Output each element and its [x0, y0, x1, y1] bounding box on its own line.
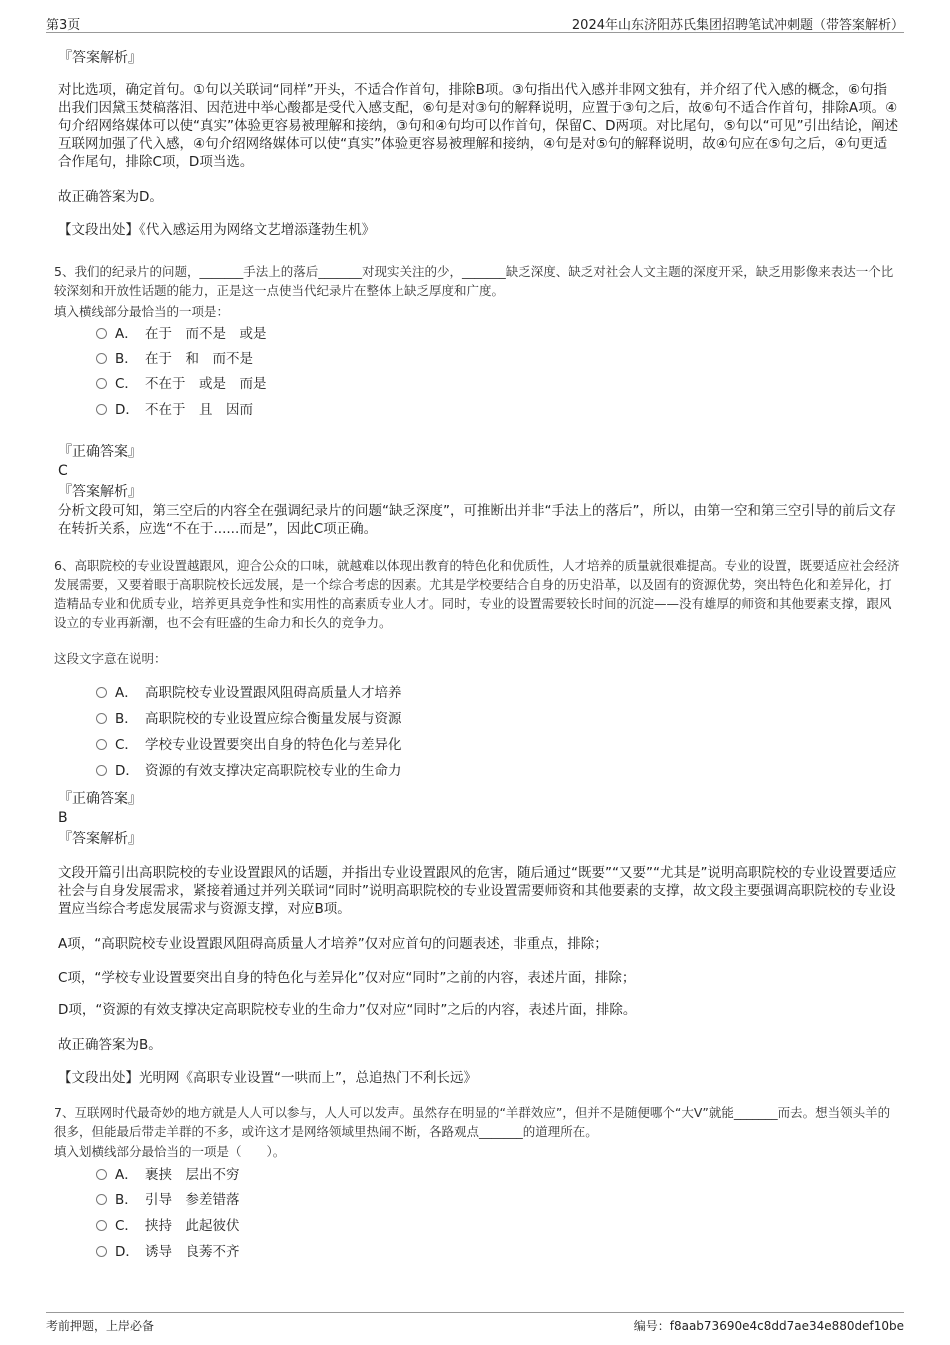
- question-5-option-d[interactable]: D． 不在于 且 因而: [96, 401, 253, 419]
- question-7-option-c[interactable]: C． 挟持 此起彼伏: [96, 1217, 240, 1235]
- question-7-option-d[interactable]: D． 诱导 良莠不齐: [96, 1243, 240, 1261]
- question-7-option-a[interactable]: A． 裹挟 层出不穷: [96, 1166, 240, 1184]
- question-6-option-d[interactable]: D． 资源的有效支撑决定高职院校专业的生命力: [96, 762, 402, 780]
- document-id: 编号：f8aab73690e4c8dd7ae34e880def10be: [633, 1319, 904, 1333]
- analysis-text: 文段开篇引出高职院校的专业设置跟风的话题，并指出专业设置跟风的危害，随后通过“既要”“又要”“尤其是”说明高职院校的专业设置要适应社会与自身发展需求，紧接着通过并列关联词“同时”说明高职院校的专业设置需要师资和其他要素的支撑，故文段主要强调高职院校的专业设置应当综合考虑发展需求与资源支撑，对应B项。: [58, 865, 897, 917]
- answer-label: 『正确答案』: [58, 444, 142, 460]
- conclusion: 故正确答案为B。: [58, 1037, 162, 1053]
- page-header: [46, 14, 904, 33]
- radio-icon[interactable]: [96, 378, 107, 389]
- analysis-label: 『答案解析』: [58, 50, 142, 66]
- radio-icon[interactable]: [96, 353, 107, 364]
- question-6-stem: 6、高职院校的专业设置越跟风，迎合公众的口味，就越难以体现出教育的特色化和优质性，人才培养的质量就很难提高。专业的设置，既要适应社会经济发展需要，又要着眼于高职院校长远发展，是一个综合考虑的因素。尤其是学校要结合自身的历史沿革，以及固有的资源优势，突出特色化和差异化，打造精品专业和优质专业，培养更具竞争性和实用性的高素质专业人才。同时，专业的设置需要较长时间的沉淀——没有雄厚的师资和其他要素支撑，跟风设立的专业再新潮，也不会有旺盛的生命力和长久的竞争力。: [54, 558, 900, 630]
- radio-icon[interactable]: [96, 328, 107, 339]
- option-d-note: D项，“资源的有效支撑决定高职院校专业的生命力”仅对应“同时”之后的内容，表述片面，排除。: [58, 1002, 637, 1018]
- question-5-option-b[interactable]: B． 在于 和 而不是: [96, 350, 253, 368]
- question-6-option-b[interactable]: B． 高职院校的专业设置应综合衡量发展与资源: [96, 710, 402, 728]
- conclusion: 故正确答案为D。: [58, 189, 163, 205]
- radio-icon[interactable]: [96, 713, 107, 724]
- question-5-option-a[interactable]: A． 在于 而不是 或是: [96, 325, 267, 343]
- question-5-instruction: 填入横线部分最恰当的一项是：: [54, 304, 230, 319]
- question-6-instruction: 这段文字意在说明：: [54, 651, 167, 666]
- source-citation: 【文段出处】《代入感运用为网络文艺增添蓬勃生机》: [58, 222, 376, 238]
- radio-icon[interactable]: [96, 1220, 107, 1231]
- radio-icon[interactable]: [96, 1169, 107, 1180]
- page-number: 第3页: [46, 18, 81, 33]
- option-c-note: C项，“学校专业设置要突出自身的特色化与差异化”仅对应“同时”之前的内容，表述片面，排除；: [58, 970, 636, 986]
- correct-answer: C: [58, 463, 68, 479]
- source-citation: 【文段出处】光明网《高职专业设置“一哄而上”，总追热门不利长远》: [58, 1070, 477, 1086]
- footer-slogan: 考前押题，上岸必备: [46, 1319, 155, 1333]
- correct-answer: B: [58, 810, 68, 826]
- document-title: 2024年山东济阳苏氏集团招聘笔试冲刺题（带答案解析）: [571, 18, 904, 33]
- radio-icon[interactable]: [96, 1194, 107, 1205]
- analysis-text: 分析文段可知，第三空后的内容全在强调纪录片的问题“缺乏深度”，可推断出并非“手法上的落后”，所以，由第一空和第三空引导的前后文存在转折关系，应选“不在于......而是”，因此C项正确。: [58, 503, 896, 537]
- radio-icon[interactable]: [96, 765, 107, 776]
- radio-icon[interactable]: [96, 1246, 107, 1257]
- option-a-note: A项，“高职院校专业设置跟风阻碍高质量人才培养”仅对应首句的问题表述，非重点，排除；: [58, 936, 608, 952]
- analysis-text: 对比选项，确定首句。①句以关联词“同样”开头，不适合作首句，排除B项。③句指出代入感并非网文独有，并介绍了代入感的概念，⑥句指出我们因黛玉焚稿落泪、因范进中举心酸都是受代入感支配，⑥句是对③句的解释说明，应置于③句之后，故⑥句不适合作首句，排除A项。④句介绍网络媒体可以使“真实”体验更容易被理解和接纳，③句和④句均可以作首句，保留C、D两项。对比尾句，⑤句以“可见”引出结论，阐述互联网加强了代入感，④句介绍网络媒体可以使“真实”体验更容易被理解和接纳，④句是对⑤句的解释说明，故④句应在⑤句之后，④句更适合作尾句，排除C项，D项当选。: [58, 82, 899, 170]
- question-5-option-c[interactable]: C． 不在于 或是 而是: [96, 375, 267, 393]
- analysis-label: 『答案解析』: [58, 831, 142, 847]
- question-7-option-b[interactable]: B． 引导 参差错落: [96, 1191, 240, 1209]
- question-7-instruction: 填入划横线部分最恰当的一项是（ ）。: [54, 1144, 286, 1159]
- page-footer: [46, 1312, 904, 1337]
- question-7-stem: 7、互联网时代最奇妙的地方就是人人可以参与，人人可以发声。虽然存在明显的“羊群效应”，但并不是随便哪个“大V”就能_______而去。想当领头羊的很多，但能最后带走羊群的不多，或许这才是网络领域里热闹不断，各路观点_______的道理所在。: [54, 1105, 891, 1139]
- analysis-label: 『答案解析』: [58, 484, 142, 500]
- question-6-option-c[interactable]: C． 学校专业设置要突出自身的特色化与差异化: [96, 736, 402, 754]
- radio-icon[interactable]: [96, 739, 107, 750]
- radio-icon[interactable]: [96, 404, 107, 415]
- question-6-option-a[interactable]: A． 高职院校专业设置跟风阻碍高质量人才培养: [96, 684, 402, 702]
- radio-icon[interactable]: [96, 687, 107, 698]
- answer-label: 『正确答案』: [58, 791, 142, 807]
- question-5-stem: 5、我们的纪录片的问题，_______手法上的落后_______对现实关注的少，_______缺乏深度、缺乏对社会人文主题的深度开采，缺乏用影像来表达一个比较深刻和开放性话题的能力，正是这一点使当代纪录片在整体上缺乏厚度和广度。: [54, 264, 894, 298]
